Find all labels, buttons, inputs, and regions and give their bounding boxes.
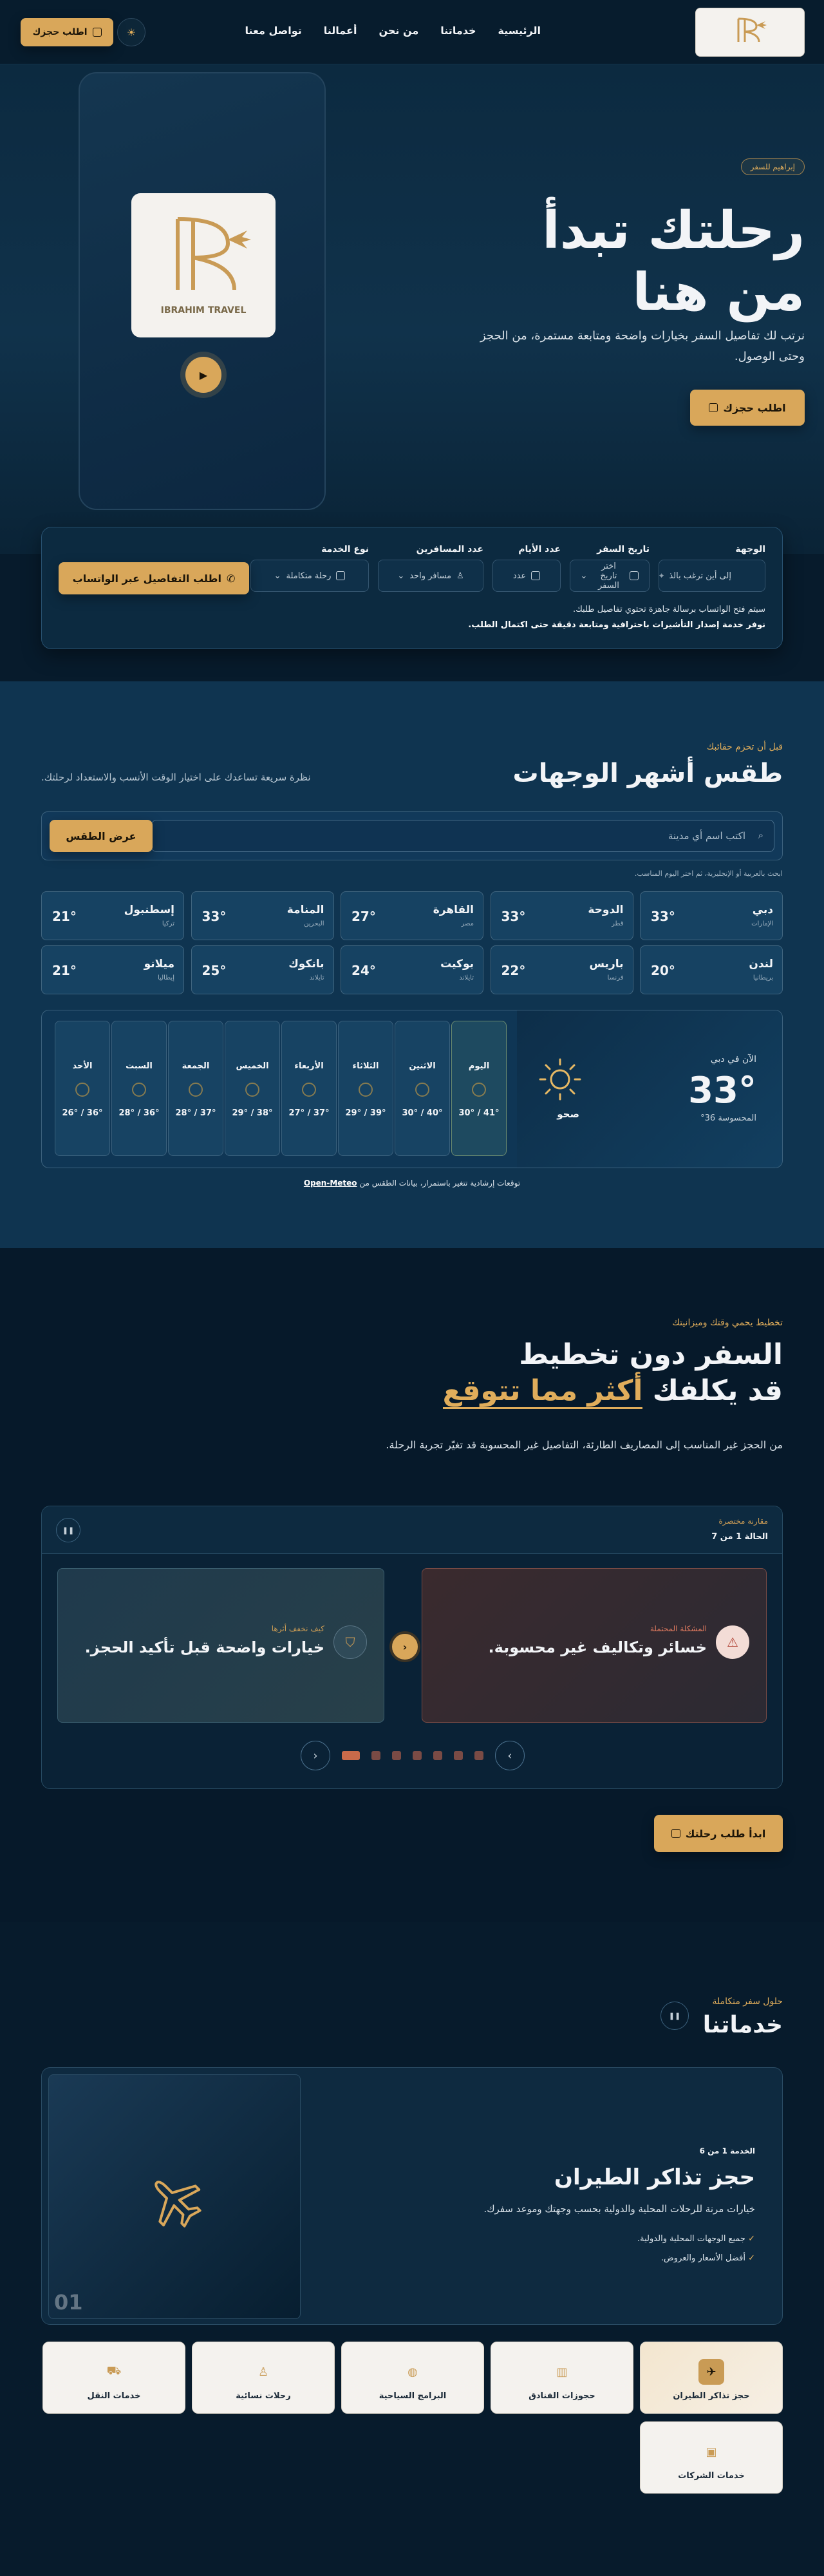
service-description: خيارات مرنة للرحلات المحلية والدولية بحسب وجهتك وموعد سفرك.	[483, 2203, 755, 2215]
site-header	[0, 0, 824, 64]
service-bullet-text: جميع الوجهات المحلية والدولية.	[637, 2234, 745, 2244]
city-temp: 33°	[501, 909, 526, 924]
solution-text: خيارات واضحة قبل تأكيد الحجز.	[84, 1638, 324, 1656]
service-card-hotels[interactable]	[491, 2342, 633, 2414]
services-eyebrow: حلول سفر متكاملة	[712, 1996, 783, 2007]
service-card-women-trips[interactable]	[192, 2342, 335, 2414]
slider-dot[interactable]	[454, 1751, 463, 1760]
city-country: البحرين	[304, 920, 324, 927]
brand-logo[interactable]	[695, 8, 805, 57]
header-booking-label: اطلب حجزك	[32, 27, 88, 37]
weather-search-bar	[41, 811, 783, 860]
city-weather-card[interactable]	[41, 945, 184, 994]
sun-icon	[132, 1083, 146, 1097]
day-temps: 36° / 28°	[118, 1108, 160, 1118]
service-card-label: خدمات الشركات	[678, 2471, 745, 2481]
day-name: الجمعة	[182, 1061, 210, 1071]
check-icon: ✓	[748, 2234, 755, 2244]
city-name: المنامة	[286, 904, 324, 916]
hero-booking-label: اطلب حجزك	[723, 401, 786, 414]
city-temp: 22°	[501, 963, 526, 978]
service-counter: الخدمة 1 من 6	[699, 2146, 755, 2155]
weather-credit	[0, 1179, 824, 1188]
hero-badge: إبراهيم للسفر	[741, 158, 805, 175]
service-label: نوع الخدمة	[321, 544, 369, 554]
check-icon: ✓	[748, 2253, 755, 2263]
forecast-day[interactable]	[451, 1021, 507, 1156]
service-value: رحلة متكاملة	[286, 571, 332, 581]
show-weather-button[interactable]: عرض الطقس	[50, 820, 153, 852]
planning-description: من الحجز غير المناسب إلى المصاريف الطارئة، التفاصيل غير المحسوبة قد تغيّر تجربة الرحلة.	[386, 1439, 783, 1451]
slider-dot[interactable]	[474, 1751, 483, 1760]
sun-icon: ☀	[126, 26, 136, 39]
planning-section	[0, 1248, 824, 1922]
day-name: الاثنين	[409, 1061, 436, 1071]
pause-icon: ❚❚	[668, 2011, 681, 2020]
days-label: عدد الأيام	[518, 544, 561, 554]
slider-dot[interactable]	[371, 1751, 380, 1760]
weather-eyebrow: قبل أن تحزم حقائبك	[706, 742, 783, 752]
day-name: الثلاثاء	[352, 1061, 379, 1071]
whatsapp-request-button[interactable]	[59, 562, 249, 594]
city-country: تايلاند	[309, 974, 324, 981]
sun-icon	[75, 1083, 89, 1097]
forecast-day[interactable]	[281, 1021, 337, 1156]
hero-section	[0, 64, 824, 554]
shield-icon: ⛉	[333, 1625, 367, 1659]
day-temps: 37° / 27°	[288, 1108, 330, 1118]
city-weather-card[interactable]	[41, 891, 184, 940]
sun-icon	[302, 1083, 316, 1097]
day-name: السبت	[126, 1061, 153, 1071]
comparison-label: مقارنة مختصرة	[718, 1517, 768, 1526]
globe-icon: ◍	[407, 2365, 418, 2379]
city-name: دبي	[752, 904, 773, 916]
travelers-select[interactable]	[378, 560, 483, 592]
current-place: الآن في دبي	[710, 1054, 756, 1065]
city-temp: 24°	[351, 963, 376, 978]
service-select[interactable]	[250, 560, 369, 592]
calendar-icon	[709, 403, 718, 412]
services-section	[0, 1922, 824, 2576]
service-card-flights[interactable]	[640, 2342, 783, 2414]
car-icon: ⛟	[106, 2364, 122, 2378]
city-weather-card[interactable]	[191, 945, 334, 994]
travelers-value: مسافر واحد	[409, 571, 452, 581]
play-video-button[interactable]	[185, 357, 221, 393]
city-country: فرنسا	[607, 974, 624, 981]
pause-button[interactable]	[56, 1518, 80, 1542]
hero-description: نرتب لك تفاصيل السفر بخيارات واضحة ومتابعة مستمرة، من الحجز وحتى الوصول.	[480, 329, 805, 363]
city-temp: 25°	[201, 963, 227, 978]
city-country: تايلاند	[459, 974, 474, 981]
nav-services[interactable]: خدماتنا	[440, 24, 476, 37]
day-temps: 36° / 26°	[62, 1108, 103, 1118]
comparison-header	[42, 1506, 783, 1554]
day-name: الخميس	[236, 1061, 269, 1071]
play-icon: ▶	[199, 368, 208, 381]
forecast-day[interactable]	[395, 1021, 450, 1156]
user-icon: ♙	[258, 2365, 269, 2379]
service-name: حجز تذاكر الطيران	[554, 2164, 755, 2190]
main-nav	[245, 24, 541, 37]
services-pause-button[interactable]	[660, 2002, 689, 2030]
service-card-transport[interactable]	[42, 2342, 185, 2414]
service-card-label: حجوزات الفنادق	[529, 2391, 595, 2401]
problem-tag: المشكلة المحتملة	[650, 1624, 707, 1633]
city-weather-card[interactable]	[640, 945, 783, 994]
chevron-right-icon: ›	[507, 1748, 512, 1763]
search-hint: ابحث بالعربية أو الإنجليزية، ثم اختر اليوم المناسب.	[634, 869, 783, 878]
service-card-corporate[interactable]	[640, 2421, 783, 2494]
weather-title: طقس أشهر الوجهات	[512, 759, 783, 788]
arrow-left-icon: ‹	[389, 1631, 420, 1662]
hero-phone-frame	[79, 72, 326, 510]
day-temps: 40° / 30°	[402, 1108, 443, 1118]
chevron-down-icon: ⌄	[580, 571, 588, 581]
sun-icon	[415, 1083, 429, 1097]
nav-about[interactable]: من نحن	[379, 24, 419, 37]
city-country: قطر	[611, 920, 624, 927]
hero-logo-text: IBRAHIM TRAVEL	[160, 305, 247, 316]
city-weather-card[interactable]	[491, 945, 633, 994]
sun-icon	[472, 1083, 486, 1097]
days-placeholder: عدد	[512, 571, 527, 581]
forecast-day[interactable]	[55, 1021, 110, 1156]
warning-icon: ⚠	[716, 1625, 749, 1659]
service-card-label: البرامج السياحية	[379, 2391, 447, 2401]
hero-booking-button[interactable]	[690, 390, 805, 426]
city-weather-card[interactable]	[191, 891, 334, 940]
nav-home[interactable]: الرئيسية	[498, 24, 541, 37]
days-field[interactable]	[492, 560, 561, 592]
city-name: لندن	[749, 958, 773, 971]
planning-title-accent: أكثر مما تتوقع	[443, 1374, 643, 1409]
nav-works[interactable]: أعمالنا	[323, 24, 357, 37]
city-country: إيطاليا	[158, 974, 174, 981]
travelers-label: عدد المسافرين	[416, 544, 483, 554]
chevron-down-icon: ⌄	[274, 571, 281, 581]
featured-service	[41, 2067, 783, 2325]
city-weather-card[interactable]	[640, 891, 783, 940]
weather-section	[0, 681, 824, 1248]
chevron-left-icon: ‹	[313, 1748, 318, 1763]
city-weather-card[interactable]	[341, 891, 483, 940]
city-search-input[interactable]	[151, 820, 774, 852]
date-label: تاريخ السفر	[597, 544, 650, 554]
hero-title: رحلتك تبدأ من هنا	[542, 200, 805, 322]
planning-title-line2: قد يكلفك	[652, 1374, 783, 1407]
visa-note: نوفر خدمة إصدار التأشيرات باحترافية ومتابعة دقيقة حتى اكتمال الطلب.	[468, 620, 765, 630]
case-counter: الحالة 1 من 7	[711, 1532, 768, 1542]
map-pin-icon: ⌖	[659, 571, 664, 581]
user-icon: ♙	[456, 571, 464, 581]
service-card-tours[interactable]	[341, 2342, 484, 2414]
slider-controls	[42, 1741, 783, 1770]
slider-dot[interactable]	[392, 1751, 401, 1760]
sun-icon	[189, 1083, 203, 1097]
open-meteo-link[interactable]: Open-Meteo	[303, 1179, 357, 1188]
day-temps: 38° / 29°	[232, 1108, 273, 1118]
date-value: اختر تاريخ السفر	[597, 561, 619, 591]
city-name: إسطنبول	[124, 904, 174, 916]
day-temps: 41° / 30°	[458, 1108, 500, 1118]
city-name: بوكيت	[440, 958, 474, 971]
city-name: الدوحة	[588, 904, 624, 916]
calendar-icon	[531, 571, 540, 580]
sun-icon	[359, 1083, 373, 1097]
date-field[interactable]	[570, 560, 650, 592]
slider-dots	[342, 1751, 483, 1760]
calendar-icon	[630, 571, 639, 580]
calendar-icon	[671, 1829, 680, 1838]
service-number: 01	[54, 2290, 83, 2315]
day-temps: 39° / 29°	[345, 1108, 386, 1118]
city-country: الإمارات	[751, 920, 773, 927]
planning-title	[443, 1337, 783, 1409]
planning-eyebrow: تخطيط يحمي وقتك وميزانيتك	[672, 1318, 783, 1328]
current-condition: صحو	[557, 1108, 579, 1120]
building-icon: ▥	[556, 2365, 568, 2379]
start-trip-button[interactable]	[654, 1815, 783, 1852]
slider-dot[interactable]	[433, 1751, 442, 1760]
day-name: الأربعاء	[294, 1061, 324, 1071]
city-name: ميلانو	[144, 958, 174, 971]
problem-card	[422, 1568, 767, 1723]
services-title: خدماتنا	[702, 2012, 783, 2038]
city-name: بانكوك	[288, 958, 324, 971]
chevron-down-icon: ⌄	[397, 571, 405, 581]
city-weather-card[interactable]	[341, 945, 483, 994]
city-country: بريطانيا	[753, 974, 773, 981]
briefcase-icon: ▣	[706, 2445, 717, 2459]
weather-subtitle: نظرة سريعة تساعدك على اختيار الوقت الأنسب والاستعداد لرحلتك.	[41, 772, 311, 783]
forecast-day[interactable]	[338, 1021, 393, 1156]
hero-logo-card	[131, 193, 276, 337]
current-weather	[517, 1010, 782, 1168]
sun-icon	[538, 1057, 583, 1102]
feels-like: المحسوسة 36°	[700, 1113, 756, 1123]
city-name: القاهرة	[433, 904, 474, 916]
city-name: باريس	[589, 958, 624, 971]
booking-note: سيتم فتح الواتساب برسالة جاهزة تحتوي تفاصيل طلبك.	[572, 605, 765, 614]
destination-label: الوجهة	[735, 544, 765, 554]
service-bullet	[637, 2234, 755, 2244]
header-booking-button[interactable]	[21, 18, 113, 46]
city-temp: 21°	[52, 963, 77, 978]
whatsapp-request-label: اطلب التفاصيل عبر الواتساب	[72, 572, 221, 585]
comparison-slider	[41, 1506, 783, 1789]
problem-text: خسائر وتكاليف غير محسوبة.	[488, 1638, 707, 1656]
nav-contact[interactable]: تواصل معنا	[245, 24, 302, 37]
slider-dot[interactable]	[342, 1751, 360, 1760]
city-temp: 21°	[52, 909, 77, 924]
service-image	[48, 2074, 301, 2319]
day-temps: 37° / 28°	[175, 1108, 216, 1118]
search-icon: ⌕	[758, 829, 763, 841]
solution-tag: كيف نخفف أثرها	[271, 1624, 324, 1633]
day-name: الأحد	[72, 1061, 93, 1071]
city-temp: 33°	[201, 909, 227, 924]
city-country: مصر	[461, 920, 474, 927]
city-search-placeholder: اكتب اسم أي مدينة	[668, 830, 745, 842]
booking-form	[41, 527, 783, 649]
city-temp: 33°	[651, 909, 675, 924]
forecast-day[interactable]	[225, 1021, 280, 1156]
slider-dot[interactable]	[413, 1751, 422, 1760]
next-slide-button[interactable]	[495, 1741, 525, 1770]
forecast-day[interactable]	[168, 1021, 223, 1156]
airplane-icon: ✈	[698, 2359, 724, 2385]
planning-title-line1: السفر دون تخطيط	[519, 1338, 783, 1371]
service-card-label: رحلات نسائية	[236, 2391, 291, 2401]
forecast-panel	[41, 1010, 783, 1168]
theme-toggle-button[interactable]	[117, 18, 145, 46]
city-temp: 20°	[651, 963, 675, 978]
prev-slide-button[interactable]	[301, 1741, 330, 1770]
sun-icon	[245, 1083, 259, 1097]
solution-card	[57, 1568, 384, 1723]
service-bullet	[661, 2253, 755, 2263]
service-card-label: حجز تذاكر الطيران	[673, 2391, 750, 2401]
city-country: تركيا	[162, 920, 174, 927]
city-temp: 27°	[351, 909, 376, 924]
destination-field[interactable]	[659, 560, 765, 592]
city-weather-card[interactable]	[491, 891, 633, 940]
airplane-icon	[145, 2172, 203, 2230]
start-trip-label: ابدأ طلب رحلتك	[685, 1827, 766, 1840]
pause-icon: ❚❚	[62, 1526, 75, 1535]
service-bullet-text: أفضل الأسعار والعروض.	[660, 2253, 745, 2263]
credit-text: توقعات إرشادية تتغير باستمرار، بيانات الطقس من	[359, 1179, 521, 1188]
forecast-day[interactable]	[111, 1021, 167, 1156]
service-card-label: خدمات النقل	[87, 2391, 141, 2401]
calendar-icon	[93, 28, 102, 37]
day-name: اليوم	[468, 1061, 490, 1071]
current-temp: 33°	[688, 1070, 756, 1112]
whatsapp-icon: ✆	[226, 572, 236, 585]
destination-placeholder: إلى أين ترغب بالذ	[669, 571, 731, 581]
suitcase-icon	[336, 571, 345, 580]
